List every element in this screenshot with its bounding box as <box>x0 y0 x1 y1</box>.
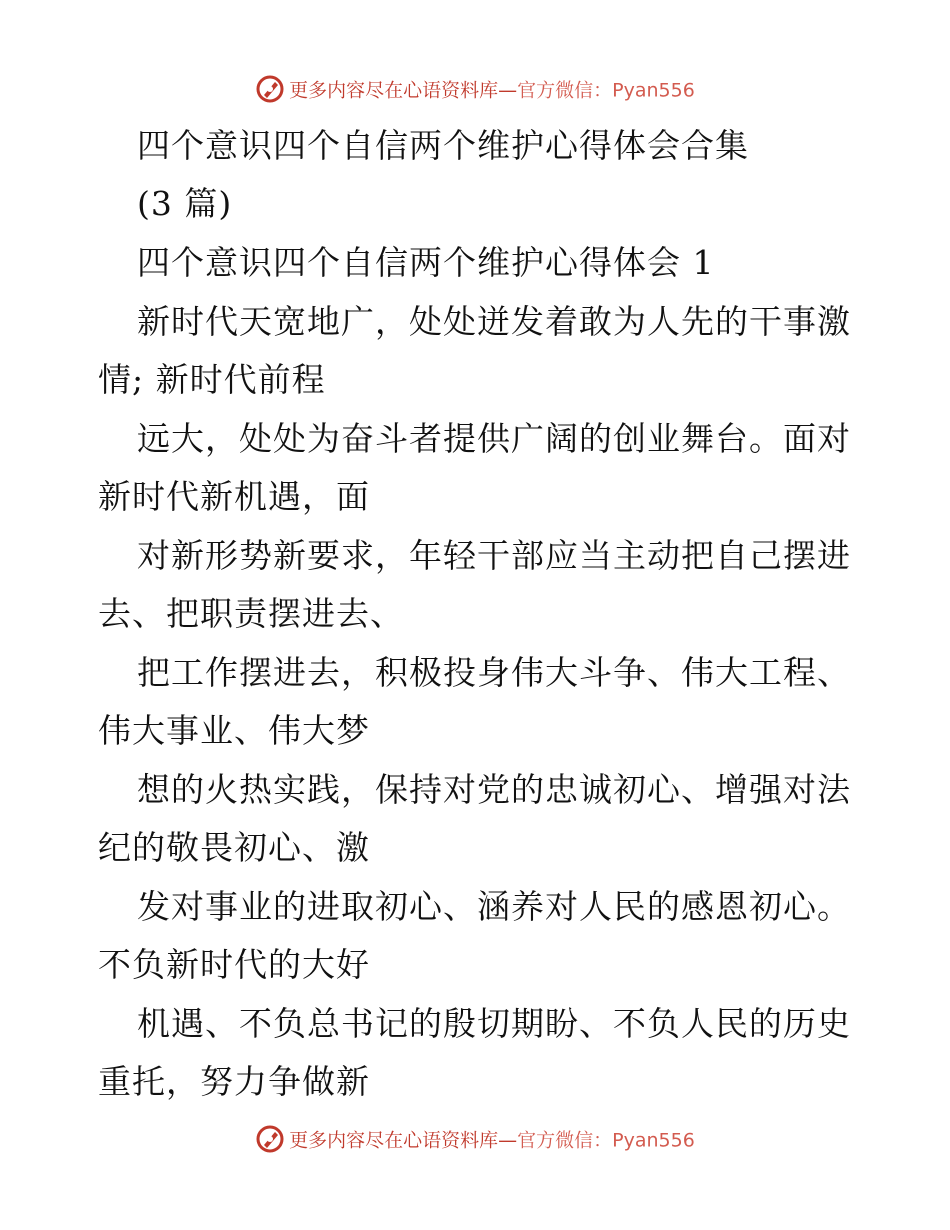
pen-logo-icon <box>255 74 285 104</box>
watermark-text: 更多内容尽在心语资料库— <box>289 79 518 102</box>
pen-logo-icon <box>255 1124 285 1154</box>
body-line: 发对事业的进取初心、涵养对人民的感恩初心。 <box>137 887 851 926</box>
body-line: 想的火热实践，保持对党的忠诚初心、增强对法 <box>137 770 851 809</box>
header-watermark <box>0 74 950 104</box>
body-line: 新时代新机遇，面 <box>98 477 370 516</box>
body-line: 情; 新时代前程 <box>98 360 326 399</box>
watermark-text: 更多内容尽在心语资料库— <box>289 1129 518 1152</box>
body-line: 去、把职责摆进去、 <box>98 594 404 633</box>
watermark-wechat: 官方微信：Pyan556 <box>517 79 695 102</box>
document-title: 四个意识四个自信两个维护心得体会合集 <box>137 126 749 165</box>
body-line: 远大，处处为奋斗者提供广阔的创业舞台。面对 <box>137 419 851 458</box>
watermark-wechat: 官方微信：Pyan556 <box>517 1129 695 1152</box>
footer-watermark <box>0 1124 950 1154</box>
body-line: 不负新时代的大好 <box>98 945 370 984</box>
body-line: 新时代天宽地广，处处迸发着敢为人先的干事激 <box>137 302 851 341</box>
body-line: 纪的敬畏初心、激 <box>98 828 370 867</box>
body-line: 对新形势新要求，年轻干部应当主动把自己摆进 <box>137 536 851 575</box>
body-line: 机遇、不负总书记的殷切期盼、不负人民的历史 <box>137 1004 851 1043</box>
section-heading: 四个意识四个自信两个维护心得体会 1 <box>137 243 715 282</box>
document-title-count: (3 篇) <box>137 184 233 223</box>
body-line: 重托，努力争做新 <box>98 1062 370 1101</box>
body-line: 把工作摆进去，积极投身伟大斗争、伟大工程、 <box>137 653 851 692</box>
body-line: 伟大事业、伟大梦 <box>98 711 370 750</box>
